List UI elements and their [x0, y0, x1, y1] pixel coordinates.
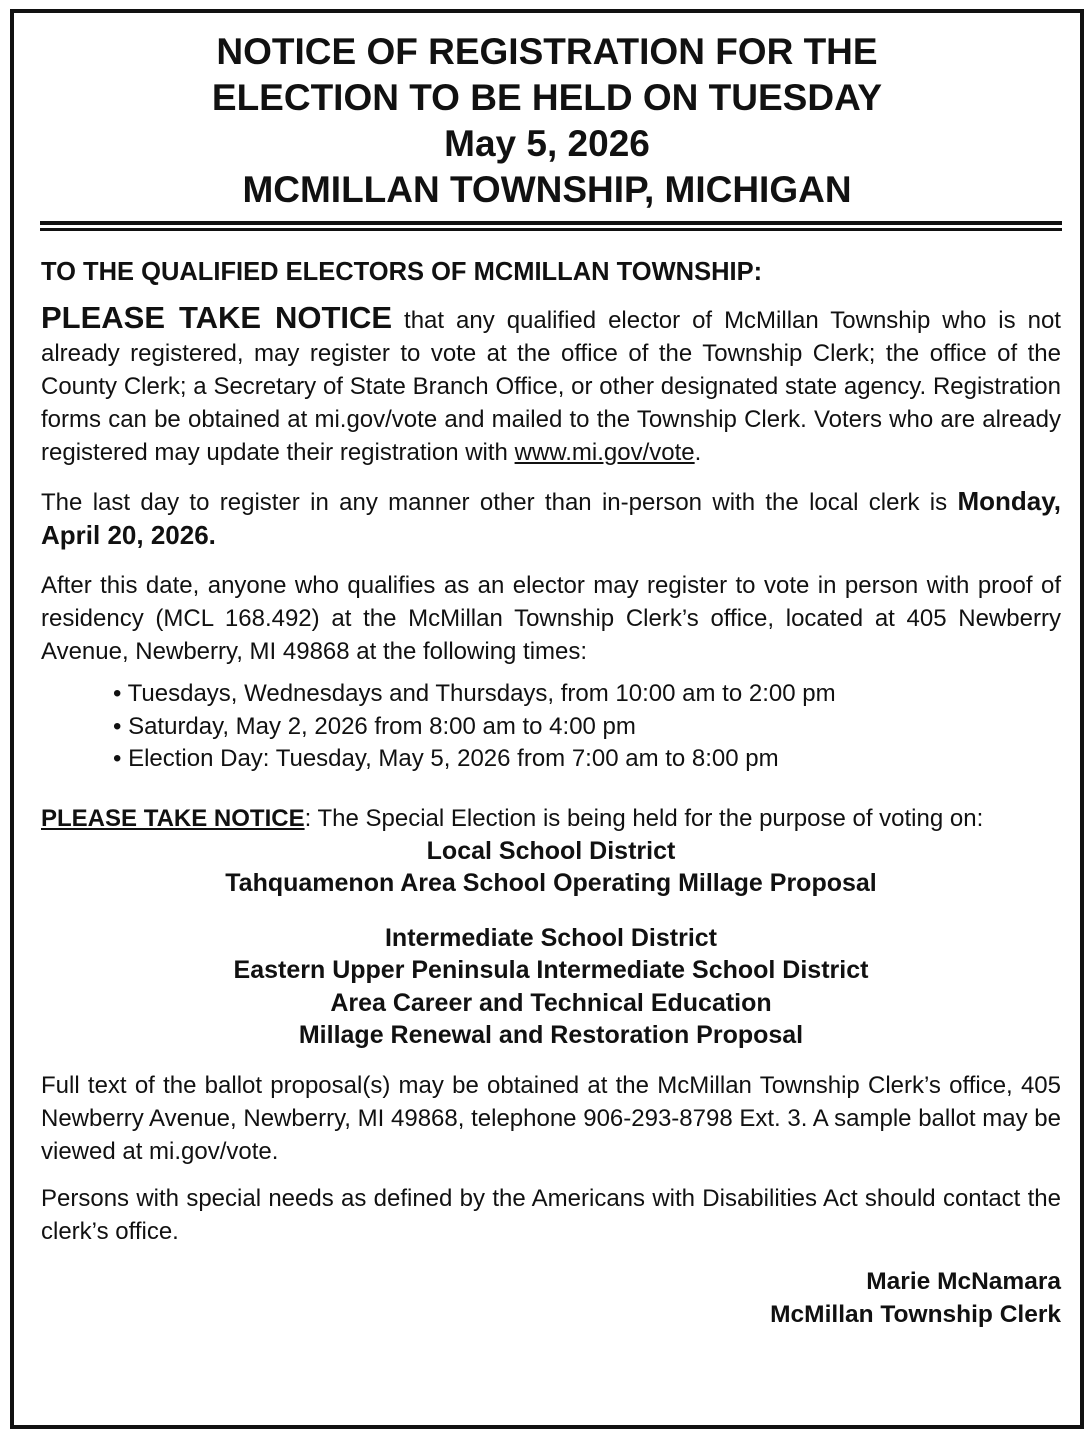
special-needs-paragraph: Persons with special needs as defined by the Americans with Disabilities Act should contact the clerk’s office.: [41, 1184, 1061, 1245]
purpose-lead: PLEASE TAKE NOTICE: [41, 804, 305, 832]
list-item: • Saturday, May 2, 2026 from 8:00 am to 4:00 pm: [113, 712, 636, 740]
double-rule-divider: [40, 221, 1062, 231]
title-line-2: ELECTION TO BE HELD ON TUESDAY: [211, 77, 883, 118]
proposal-intermediate-line-3: Area Career and Technical Education: [330, 988, 772, 1017]
vote-link[interactable]: www.mi.gov/vote: [514, 439, 695, 466]
purpose-paragraph: [41, 802, 1061, 835]
ballot-text-paragraph: Full text of the ballot proposal(s) may be obtained at the McMillan Township Clerk’s office, 405 Newberry Avenue, Newberry, MI 49868, telephone 906-293-8798 Ext. 3. A sample ballot may be viewed at mi.gov/vote.: [41, 1071, 1061, 1165]
deadline-paragraph: [41, 485, 1061, 553]
deadline-text: The last day to register in any manner other than in-person with the local clerk is: [41, 489, 958, 516]
clerk-name: Marie McNamara: [866, 1267, 1061, 1295]
deadline-date: Monday, April 20, 2026.: [41, 486, 1061, 550]
proposal-local-line-2: Tahquamenon Area School Operating Millage Proposal: [225, 869, 877, 897]
registration-end: .: [694, 439, 702, 466]
purpose-text: : The Special Election is being held for the purpose of voting on:: [304, 804, 984, 832]
in-person-paragraph: After this date, anyone who qualifies as an elector may register to vote in person with proof of residency (MCL 168.492) at the McMillan Township Clerk’s office, located at 405 Newberry Avenue, Newberry, MI 49868 at the following times:: [41, 572, 1061, 665]
notice-title: [14, 29, 1080, 213]
title-line-4: MCMILLAN TOWNSHIP, MICHIGAN: [242, 169, 852, 210]
proposal-intermediate-line-2: Eastern Upper Peninsula Intermediate School District: [233, 956, 869, 984]
proposal-local-line-1: Local School District: [426, 836, 676, 865]
clerk-title: McMillan Township Clerk: [770, 1300, 1061, 1328]
list-item: • Tuesdays, Wednesdays and Thursdays, from 10:00 am to 2:00 pm: [113, 680, 836, 707]
title-line-3: May 5, 2026: [444, 123, 650, 164]
proposal-intermediate: [41, 922, 1061, 1052]
proposal-intermediate-line-4: Millage Renewal and Restoration Proposal: [298, 1021, 804, 1049]
registration-text: that any qualified elector of McMillan Township who is not already registered, may register to vote at the office of the Township Clerk; the office of the County Clerk; a Secretary of State Branch Office, or other designated state agency. Registration forms can be obtained at mi.gov/vote and mailed to the Township Clerk. Voters who are already registered may update their registration with: [41, 307, 1061, 466]
notice-body: [14, 255, 1080, 1331]
notice-lead: PLEASE TAKE NOTICE: [41, 300, 393, 335]
proposal-intermediate-line-1: Intermediate School District: [384, 923, 718, 952]
proposal-local: [41, 835, 1061, 900]
title-line-1: NOTICE OF REGISTRATION FOR THE: [216, 31, 878, 72]
notice-frame: [10, 9, 1084, 1429]
registration-paragraph: [41, 301, 1061, 469]
registration-times-list: [113, 678, 1061, 776]
signature-block: [41, 1265, 1061, 1331]
list-item: • Election Day: Tuesday, May 5, 2026 from 7:00 am to 8:00 pm: [113, 745, 779, 772]
salutation: TO THE QUALIFIED ELECTORS OF MCMILLAN TOWNSHIP:: [41, 258, 763, 286]
